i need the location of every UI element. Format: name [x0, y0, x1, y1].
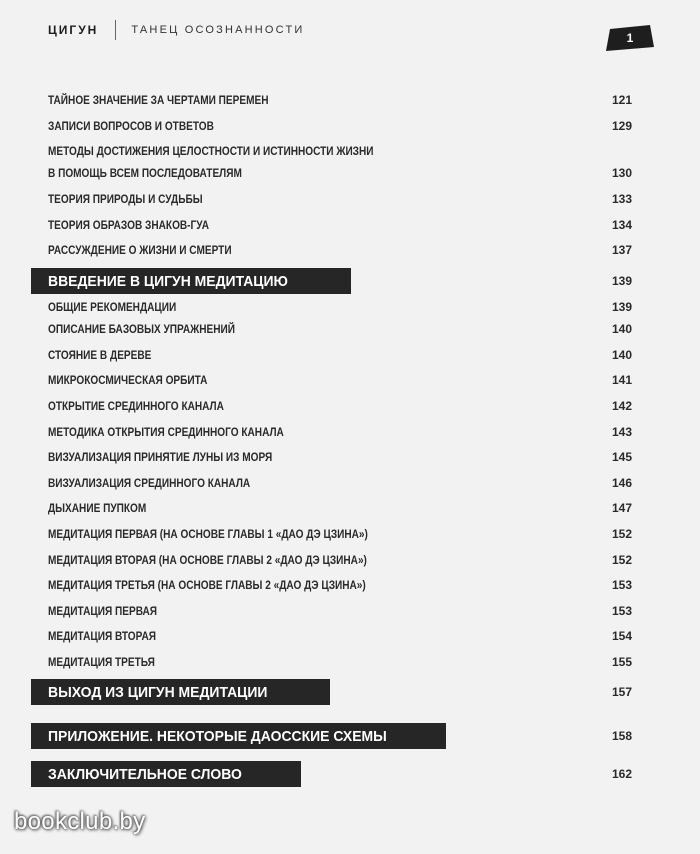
- section-title: ВЫХОД ИЗ ЦИГУН МЕДИТАЦИИ: [48, 683, 268, 701]
- toc-entry[interactable]: [48, 189, 632, 209]
- toc-entry-page: 141: [611, 373, 632, 387]
- toc-entry-page: 129: [611, 119, 632, 133]
- toc-entry-page: 130: [611, 166, 632, 180]
- section-title: ПРИЛОЖЕНИЕ. НЕКОТОРЫЕ ДАОССКИЕ СХЕМЫ: [48, 727, 387, 745]
- toc-entry[interactable]: [48, 297, 632, 317]
- toc-entry-title: ЗАПИСИ ВОПРОСОВ И ОТВЕТОВ: [48, 119, 214, 133]
- site-watermark: bookclub.by: [14, 808, 146, 835]
- toc-entry-page: 143: [611, 425, 632, 439]
- toc-entry-page: 153: [611, 604, 632, 618]
- toc-entry[interactable]: [48, 345, 632, 365]
- toc-entry-page: 121: [611, 93, 632, 107]
- toc-entry-page: 140: [611, 348, 632, 362]
- section-heading-bar: [31, 679, 330, 705]
- toc-entry[interactable]: [48, 422, 632, 442]
- toc-entry-page: 142: [611, 399, 632, 413]
- toc-entry[interactable]: [48, 550, 632, 570]
- toc-entry-title: МЕДИТАЦИЯ ПЕРВАЯ: [48, 604, 158, 618]
- section-page: 158: [611, 729, 632, 743]
- toc-entry[interactable]: [48, 575, 632, 595]
- toc-entry[interactable]: [48, 215, 632, 235]
- toc-entry[interactable]: [48, 524, 632, 544]
- section-heading-bar: [31, 761, 301, 787]
- toc-entry-page: 152: [611, 553, 632, 567]
- toc-entry-title: МЕДИТАЦИЯ ВТОРАЯ (НА ОСНОВЕ ГЛАВЫ 2 «ДАО ДЭ ЦЗИНА»): [48, 553, 367, 567]
- section-title: ВВЕДЕНИЕ В ЦИГУН МЕДИТАЦИЮ: [48, 272, 288, 290]
- toc-entry-title: МЕТОДЫ ДОСТИЖЕНИЯ ЦЕЛОСТНОСТИ И ИСТИННОСТИ ЖИЗНИ: [48, 144, 374, 158]
- toc-section[interactable]: [31, 761, 632, 787]
- section-title: ЗАКЛЮЧИТЕЛЬНОЕ СЛОВО: [48, 765, 242, 783]
- toc-entry-title: ОБЩИЕ РЕКОМЕНДАЦИИ: [48, 300, 177, 314]
- section-page: 162: [611, 767, 632, 781]
- toc-entry[interactable]: [48, 498, 632, 518]
- chapter-title: ТАНЕЦ ОСОЗНАННОСТИ: [131, 24, 305, 36]
- toc-entry-page: 145: [611, 450, 632, 464]
- toc-entry[interactable]: [48, 116, 632, 136]
- header-divider: [115, 20, 116, 40]
- section-heading-bar: [31, 723, 446, 749]
- toc-entry[interactable]: [48, 652, 632, 672]
- running-header: [48, 20, 304, 40]
- toc-entry-title: ВИЗУАЛИЗАЦИЯ ПРИНЯТИЕ ЛУНЫ ИЗ МОРЯ: [48, 450, 273, 464]
- toc-entry-title: МЕДИТАЦИЯ ПЕРВАЯ (НА ОСНОВЕ ГЛАВЫ 1 «ДАО ДЭ ЦЗИНА»): [48, 527, 368, 541]
- toc-entry[interactable]: [48, 370, 632, 390]
- toc-entry-title: ДЫХАНИЕ ПУПКОМ: [48, 501, 147, 515]
- section-heading-bar: [31, 268, 351, 294]
- toc-entry-page: 146: [611, 476, 632, 490]
- toc-entry[interactable]: [48, 319, 632, 339]
- section-page: 139: [611, 274, 632, 288]
- toc-entry-first-line[interactable]: [48, 141, 632, 161]
- toc-entry-title: ТЕОРИЯ ПРИРОДЫ И СУДЬБЫ: [48, 192, 203, 206]
- section-page: 157: [611, 685, 632, 699]
- toc-entry-title: МИКРОКОСМИЧЕСКАЯ ОРБИТА: [48, 373, 208, 387]
- toc-entry-page: 133: [611, 192, 632, 206]
- toc-entry[interactable]: [48, 626, 632, 646]
- toc-section[interactable]: [31, 723, 632, 749]
- toc-entry-page: 140: [611, 322, 632, 336]
- page-number: 1: [626, 31, 634, 45]
- toc-entry-title: В ПОМОЩЬ ВСЕМ ПОСЛЕДОВАТЕЛЯМ: [48, 166, 242, 180]
- toc-entry-page: 137: [611, 243, 632, 257]
- toc-section[interactable]: [31, 679, 632, 705]
- toc-entry[interactable]: [48, 163, 632, 183]
- toc-entry[interactable]: [48, 90, 632, 110]
- toc-entry-title: ТЕОРИЯ ОБРАЗОВ ЗНАКОВ-ГУА: [48, 218, 210, 232]
- toc-entry-page: 147: [611, 501, 632, 515]
- toc-entry-title: ТАЙНОЕ ЗНАЧЕНИЕ ЗА ЧЕРТАМИ ПЕРЕМЕН: [48, 93, 269, 107]
- toc-entry[interactable]: [48, 240, 632, 260]
- toc-entry-title: ВИЗУАЛИЗАЦИЯ СРЕДИННОГО КАНАЛА: [48, 476, 251, 490]
- toc-entry[interactable]: [48, 447, 632, 467]
- toc-entry-title: РАССУЖДЕНИЕ О ЖИЗНИ И СМЕРТИ: [48, 243, 232, 257]
- toc-entry-page: 155: [611, 655, 632, 669]
- toc-entry[interactable]: [48, 396, 632, 416]
- toc-entry-title: МЕДИТАЦИЯ ВТОРАЯ: [48, 629, 157, 643]
- toc-entry-title: МЕТОДИКА ОТКРЫТИЯ СРЕДИННОГО КАНАЛА: [48, 425, 284, 439]
- toc-entry-title: МЕДИТАЦИЯ ТРЕТЬЯ: [48, 655, 155, 669]
- toc-entry-title: ОТКРЫТИЕ СРЕДИННОГО КАНАЛА: [48, 399, 224, 413]
- toc-entry-page: 153: [611, 578, 632, 592]
- toc-entry-page: 152: [611, 527, 632, 541]
- toc-entry[interactable]: [48, 601, 632, 621]
- toc-entry[interactable]: [48, 473, 632, 493]
- toc-section[interactable]: [31, 268, 632, 294]
- toc-entry-title: МЕДИТАЦИЯ ТРЕТЬЯ (НА ОСНОВЕ ГЛАВЫ 2 «ДАО ДЭ ЦЗИНА»): [48, 578, 366, 592]
- toc-entry-page: 154: [611, 629, 632, 643]
- page-number-badge: [606, 25, 654, 51]
- toc-entry-page: 139: [611, 300, 632, 314]
- toc-entry-title: ОПИСАНИЕ БАЗОВЫХ УПРАЖНЕНИЙ: [48, 322, 236, 336]
- toc-entry-page: 134: [611, 218, 632, 232]
- book-title: ЦИГУН: [48, 23, 99, 37]
- toc-entry-title: СТОЯНИЕ В ДЕРЕВЕ: [48, 348, 152, 362]
